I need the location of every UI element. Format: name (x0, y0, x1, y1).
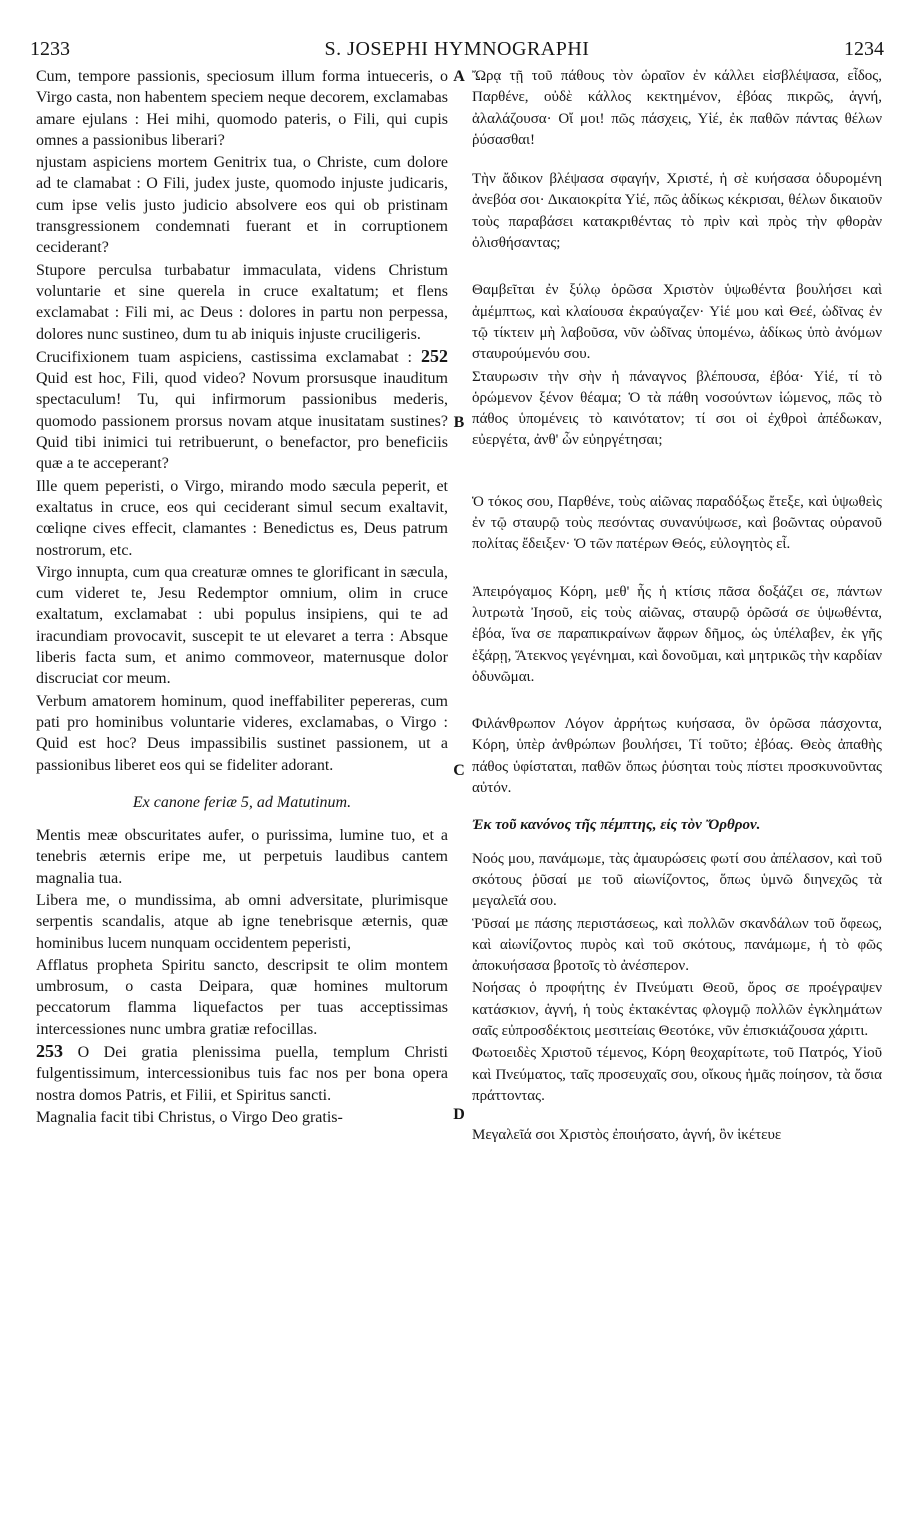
latin-paragraph: Afflatus propheta Spiritu sancto, descripsit te olim montem umbrosum, o casta Deipara, quæ homines multorum peccatorum flamma liquefactos per tuas acceptissimas intercessiones nunc umbra gratiæ refocillas. (36, 956, 448, 1038)
latin-paragraph (36, 346, 448, 475)
latin-paragraph: Magnalia facit tibi Christus, o Virgo Deo gratis- (36, 1108, 343, 1126)
column-number: 252 (421, 345, 448, 366)
greek-column (472, 66, 882, 1146)
latin-paragraph: Mentis meæ obscuritates aufer, o purissima, lumine tuo, et a tenebris æternis eripe me, ut perpetuis laudibus cantem magnalia tua. (36, 827, 448, 887)
latin-paragraph: Ille quem peperisti, o Virgo, mirando modo sæcula peperit, et exaltatus in cruce, eos qui ceciderant simul secum exaltavit, cœliqne cives effecit, clamantes : Benedictus es, Deus patrum nostrorum, etc. (36, 477, 448, 559)
latin-column (36, 66, 448, 1128)
spacer (472, 452, 882, 492)
greek-paragraph: Νοός μου, πανάμωμε, τὰς ἀμαυρώσεις φωτί σου ἀπέλασον, καὶ τοῦ σκότους ῥῦσαί με τοῦ αἰωνίζοντος, ὅπως ὑμνῶ διηνεχῶς τὰ μεγαλεῖά σου. (472, 850, 882, 910)
latin-paragraph (36, 1041, 448, 1106)
margin-marker-d: D (453, 1106, 465, 1123)
greek-paragraph: Θαμβεῖται ἐν ξύλῳ ὁρῶσα Χριστὸν ὑψωθέντα βουλήσει καὶ ἀμέμπτως, καὶ κλαίουσα ἐκραύγαζεν· Υἱέ μου καὶ Θεέ, ὠδῖνας ἐν τῷ τίκτειν μὴ λαβοῦσα, νῦν ὠδῖνας ὑπομένω, ἀδίκως ὑπὸ ἀνόμων σταυρούμενόυ σου. (472, 282, 882, 363)
spacer (472, 688, 882, 714)
greek-paragraph: Νοήσας ὁ προφήτης ἐν Πνεύματι Θεοῦ, ὄρος σε προέγραψεν κατάσκιον, ἁγνή, ἡ τοὺς ἐκτακέντας φλογμῷ πολλῶν ἐγκλημάτων σαῖς εὐπροσδέκτοις μεσιτείαις Θεοτόκε, νῦν ἐπισκιάζουσα χάριτι. (472, 980, 882, 1039)
greek-paragraph: Ὁ τόκος σου, Παρθένε, τοὺς αἰῶνας παραδόξως ἔτεξε, καὶ ὑψωθεὶς ἐν τῷ σταυρῷ τοὺς πεσόντας συνανύψωσε, καὶ βοῶντας οὐρανοῦ πολίτας ἔδειξεν· Ὁ τῶν πατέρων Θεός, εὐλογητὸς εἶ. (472, 493, 882, 553)
spacer (472, 1107, 882, 1125)
greek-paragraph: Σταυρωσιν τὴν σὴν ἡ πάναγνος βλέπουσα, ἐβόα· Υἱέ, τί τὸ ὁρώμενον ξένον θέαμα; Ὁ τὰ πάθη νοσούντων ἰώμενος, πῶς τὸ πάθος ὑπομένεις τὸ καινότατον; τί σοι οἱ ἐχθροὶ ἀπέδωκαν, εὐεργέτα, ἀνθ' ὧν εὐηργέτησαι; (472, 368, 882, 449)
running-title: S. JOSEPHI HYMNOGRAPHI (324, 38, 590, 60)
greek-paragraph: Φωτοειδὲς Χριστοῦ τέμενος, Κόρη θεοχαρίτωτε, τοῦ Πατρός, Υἱοῦ καὶ Πνεύματος, ταῖς προσευχαῖς σου, οἴκους ἡμᾶς ποίησον, τὰ ὅσια πράττοντας. (472, 1045, 882, 1104)
greek-paragraph: Φιλάνθρωπον Λόγον ἀρρήτως κυήσασα, ὃν ὁρῶσα πάσχοντα, Κόρη, ὑπὲρ ἀνθρώπων βουλήσει, Τί τοῦτο; ἐβόας. Θεὸς ἀπαθὴς πάθος ὑφίσταται, παθῶν ὅπως ῥύσηται τοὺς πίστει προσκυνοῦντας αὐτόν. (472, 716, 882, 797)
spacer (472, 254, 882, 280)
greek-paragraph: Ῥῦσαί με πάσης περιστάσεως, καὶ πολλῶν σκανδάλων τοῦ ὄφεως, καὶ αἰωνίζοντος πυρὸς καὶ τοῦ σκότους, πανάμωμε, ἡ τὸ φῶς ἀποκυήσασα βροτοῖς τὸ ἀνέσπερον. (472, 915, 882, 975)
latin-paragraph: Verbum amatorem hominum, quod ineffabiliter pepereras, cum pati pro hominibus voluntarie videres, exclamabas, o Virgo : Quid est hoc? Deus impassibilis sustinet passionem, ut a passionibus liberet eos qui se fideliter adorant. (36, 692, 448, 774)
column-number: 253 (36, 1041, 63, 1062)
margin-marker-c: C (453, 762, 465, 779)
latin-paragraph: Stupore perculsa turbabatur immaculata, videns Christum voluntarie et sine querela in cruce exaltatum; et flens exclamabat : Fili mi, ac Deus : dolores in partu non perpessa, dolores nunc sustineo, dum tu ab iniquis injuste cruciligeris. (36, 261, 448, 343)
greek-paragraph: Τὴν ἄδικον βλέψασα σφαγήν, Χριστέ, ἡ σὲ κυήσασα ὀδυρομένη ἀνεβόα σοι· Δικαιοκρίτα Υἱέ, πῶς ἀδίκως κέκρισαι, θέλων δικαιοῦν τοὺς παραβάσει κατακριθέντας τὸ πρὶν καὶ πρὸς τὴν φθορὰν ὀλισθήσαντας; (472, 171, 882, 252)
greek-paragraph: Μεγαλεῖά σοι Χριστὸς ἐποιήσατο, ἁγνή, ὃν ἱκέτευε (472, 1127, 782, 1144)
latin-paragraph: Cum, tempore passionis, speciosum illum forma intueceris, o Virgo casta, non habentem speciem neque decorem, exclamabas amare ejulans : Hei mihi, quomodo pateris, o Fili, qui cupis omnes a passionibus liberari? (36, 68, 448, 149)
greek-paragraph: Ἀπειρόγαμος Κόρη, μεθ' ἧς ἡ κτίσις πᾶσα δοξάζει σε, πάντων λυτρωτὰ Ἰησοῦ, εἰς τοὺς αἰῶνας, σταυρῷ ὁρῶσά σε ὑψωθέντα, ἐβόα, ἵνα σε παραπικραίνων ἄφρων δῆμος, ὡς ὑπέλαβεν, ἐκ γῆς ἐξάρῃ, Ἄτεκνος γεγένημαι, καὶ δονοῦμαι, καὶ μητρικῶς τὴν καρδίαν ὀδυνῶμαι. (472, 583, 882, 685)
paragraph-text: O Dei gratia plenissima puella, templum Christi fulgentissimum, intercessionibus tuis fac nos per bona opera nostra domos Patris, et Filii, et Spiritus sancti. (36, 1044, 448, 1104)
section-heading: Ἐκ τοῦ κανόνος τῆς πέμπτης, εἰς τὸν Ὄρθρον. (472, 817, 761, 834)
latin-paragraph: Libera me, o mundissima, ab omni adversitate, plurimisque serpentis scandalis, atque ab igne tenebrisque æternis, quæ hominibus lucem nunquam occidentem peperisti, (36, 891, 448, 952)
greek-paragraph: Ὤρᾳ τῇ τοῦ πάθους τὸν ὡραῖον ἐν κάλλει εἰσβλέψασα, εἶδος, Παρθένε, οὐδὲ κάλλος κεκτημένον, ἐβόας πικρῶς, ἁγνή, ἀλαλάζουσα· Οἴ μοι! πῶς πάσχεις, Υἱέ, ἐκ παθῶν πάντας θέλων ῥύσασθαι! (472, 68, 882, 148)
margin-marker-b: B (453, 414, 465, 431)
spacer (472, 151, 882, 169)
spacer (472, 556, 882, 582)
page-number-left: 1233 (30, 38, 70, 60)
page-header (30, 36, 884, 62)
paragraph-text: Crucifixionem tuam aspiciens, castissima exclamabat : (36, 348, 412, 366)
latin-paragraph: Virgo innupta, cum qua creaturæ omnes te glorificant in sæcula, cum videret te, Jesu Redemptor omnium, olim in cruce exaltatum, exclamabat : ubi populus insipiens, qui te ad iracundiam provocavit, suscepit te ut elevaret a terra : Absque liberis facta sum, et animo commoveor, maternusque dolor discruciat cor meum. (36, 563, 448, 688)
section-heading: Ex canone feriæ 5, ad Matutinum. (132, 793, 352, 811)
paragraph-text: Quid est hoc, Fili, quod video? Novum prorsusque inauditum spectaculum! Tu, qui infirmorum passionibus mederis, quomodo passionem prorsus novam atque inusitatam sustines? Quid tibi inimici tui retribuerunt, o benefactor, pro beneficiis quæ a te acceperant? (36, 370, 448, 473)
page-number-right: 1234 (844, 38, 884, 60)
margin-marker-a: A (453, 68, 465, 85)
latin-paragraph: njustam aspiciens mortem Genitrix tua, o Christe, cum dolore ad te clamabat : O Fili, judex juste, quomodo injuste judicaris, cum ipse velis justo judicio absolvere eos qui ob pristinam transgressionem condemnati fuerant et in corruptionem ceciderant? (36, 154, 448, 257)
